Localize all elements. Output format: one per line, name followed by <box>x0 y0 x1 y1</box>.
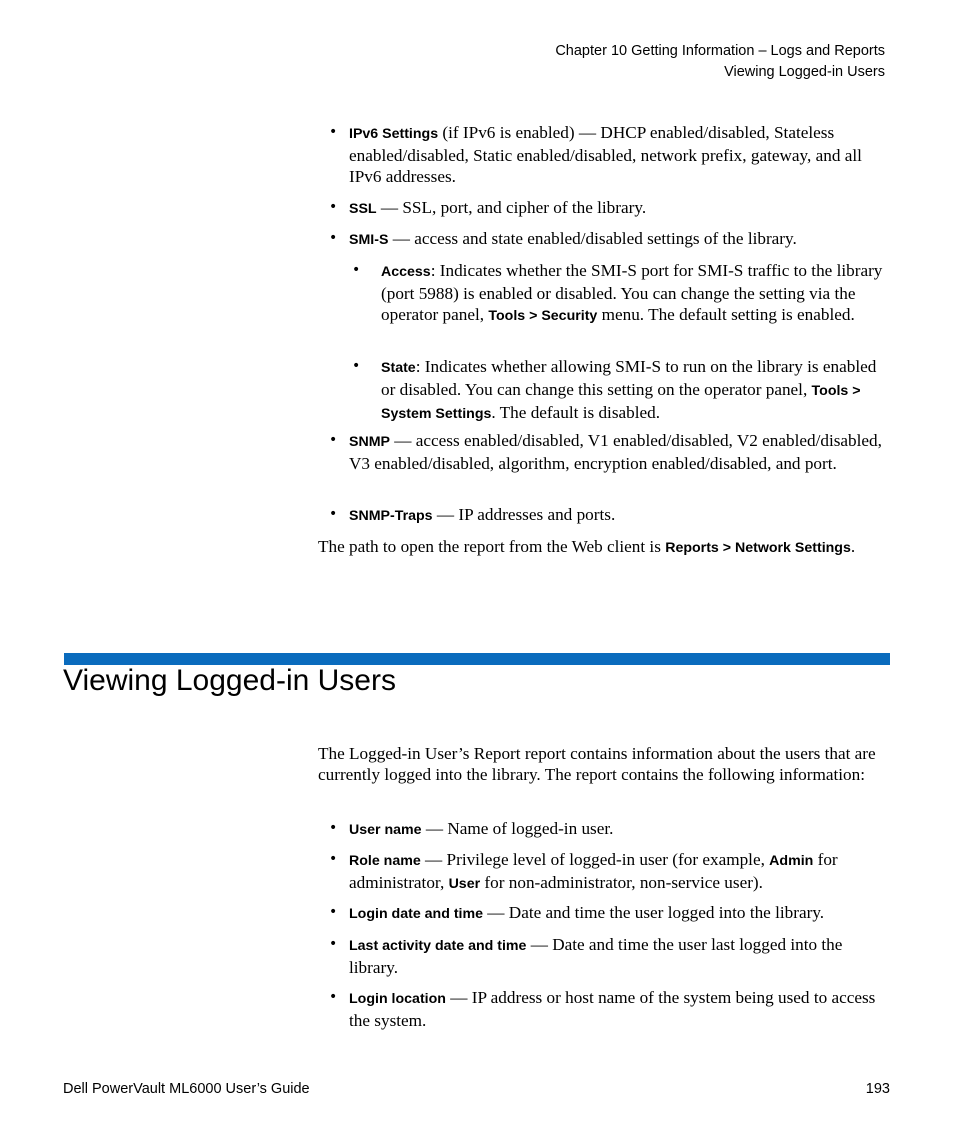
sub-list-item-access: • Access: Indicates whether the SMI-S port for SMI-S traffic to the library (port 5988) is enabled or disabled. You can change the setting via the operator panel, Tools > Security menu. The default setting is enabled. <box>352 261 883 324</box>
menu-path-reports-network: Reports > Network Settings <box>665 540 851 556</box>
term-ssl: SSL <box>349 201 377 217</box>
term-access: Access <box>381 264 431 280</box>
term-snmp-traps: SNMP-Traps <box>349 508 433 524</box>
list-item-login-date: • Login date and time — Date and time the user logged into the library. <box>329 903 825 922</box>
list-item-ipv6: • IPv6 Settings (if IPv6 is enabled) — DHCP enabled/disabled, Stateless enabled/disabled, Static enabled/disabled, network prefix, gateway, and all IPv6 addresses. <box>329 123 862 186</box>
bullet-icon: • <box>329 851 338 867</box>
term-smis: SMI-S <box>349 232 389 248</box>
page-number: 193 <box>865 1081 890 1097</box>
menu-path-tools-security: Tools > Security <box>488 308 598 324</box>
list-item-login-location: • Login location — IP address or host name of the system being used to access the system. <box>329 988 876 1030</box>
term-state: State <box>381 360 416 376</box>
term-login-date: Login date and time <box>349 906 483 922</box>
report-path-paragraph: The path to open the report from the Web client is Reports > Network Settings. <box>318 537 856 556</box>
term-snmp: SNMP <box>349 434 390 450</box>
bullet-icon: • <box>329 124 338 140</box>
bullet-icon: • <box>329 506 338 522</box>
term-login-location: Login location <box>349 991 446 1007</box>
term-ipv6: IPv6 Settings <box>349 126 439 142</box>
running-header-chapter: Chapter 10 Getting Information – Logs and Reports <box>555 43 885 59</box>
menu-path-tools-system-settings: Tools > System Settings <box>381 383 861 422</box>
bullet-icon: • <box>329 904 338 920</box>
section-title: Viewing Logged-in Users <box>63 664 396 697</box>
intro-paragraph: The Logged-in User’s Report report contains information about the users that are currently logged into the library. The report contains the following information: <box>318 744 876 784</box>
role-user: User <box>448 876 481 892</box>
bullet-icon: • <box>329 936 338 952</box>
bullet-icon: • <box>352 358 361 374</box>
list-item-snmp-traps: • SNMP-Traps — IP addresses and ports. <box>329 505 616 524</box>
term-role-name: Role name <box>349 853 421 869</box>
list-item-smis: • SMI-S — access and state enabled/disabled settings of the library. <box>329 229 797 248</box>
sub-list-item-state: • State: Indicates whether allowing SMI-S to run on the library is enabled or disabled. You can change this setting on the operator panel, Tools > System Settings. The default is disabled. <box>352 357 877 422</box>
list-item-last-activity: • Last activity date and time — Date and time the user last logged into the library. <box>329 935 843 977</box>
list-item-ssl: • SSL — SSL, port, and cipher of the library. <box>329 198 647 217</box>
bullet-icon: • <box>329 432 338 448</box>
role-admin: Admin <box>769 853 814 869</box>
list-item-role-name: • Role name — Privilege level of logged-in user (for example, Admin for administrator, User for non-administrator, non-service user). <box>329 850 838 892</box>
bullet-icon: • <box>329 230 338 246</box>
bullet-icon: • <box>352 262 361 278</box>
list-item-user-name: • User name — Name of logged-in user. <box>329 819 614 838</box>
term-last-activity: Last activity date and time <box>349 938 527 954</box>
footer-title: Dell PowerVault ML6000 User’s Guide <box>63 1081 310 1097</box>
running-header-section: Viewing Logged-in Users <box>724 64 885 80</box>
list-item-snmp: • SNMP — access enabled/disabled, V1 enabled/disabled, V2 enabled/disabled, V3 enabled/disabled, algorithm, encryption enabled/disabled, and port. <box>329 431 882 473</box>
term-user-name: User name <box>349 822 422 838</box>
bullet-icon: • <box>329 820 338 836</box>
bullet-icon: • <box>329 199 338 215</box>
bullet-icon: • <box>329 989 338 1005</box>
